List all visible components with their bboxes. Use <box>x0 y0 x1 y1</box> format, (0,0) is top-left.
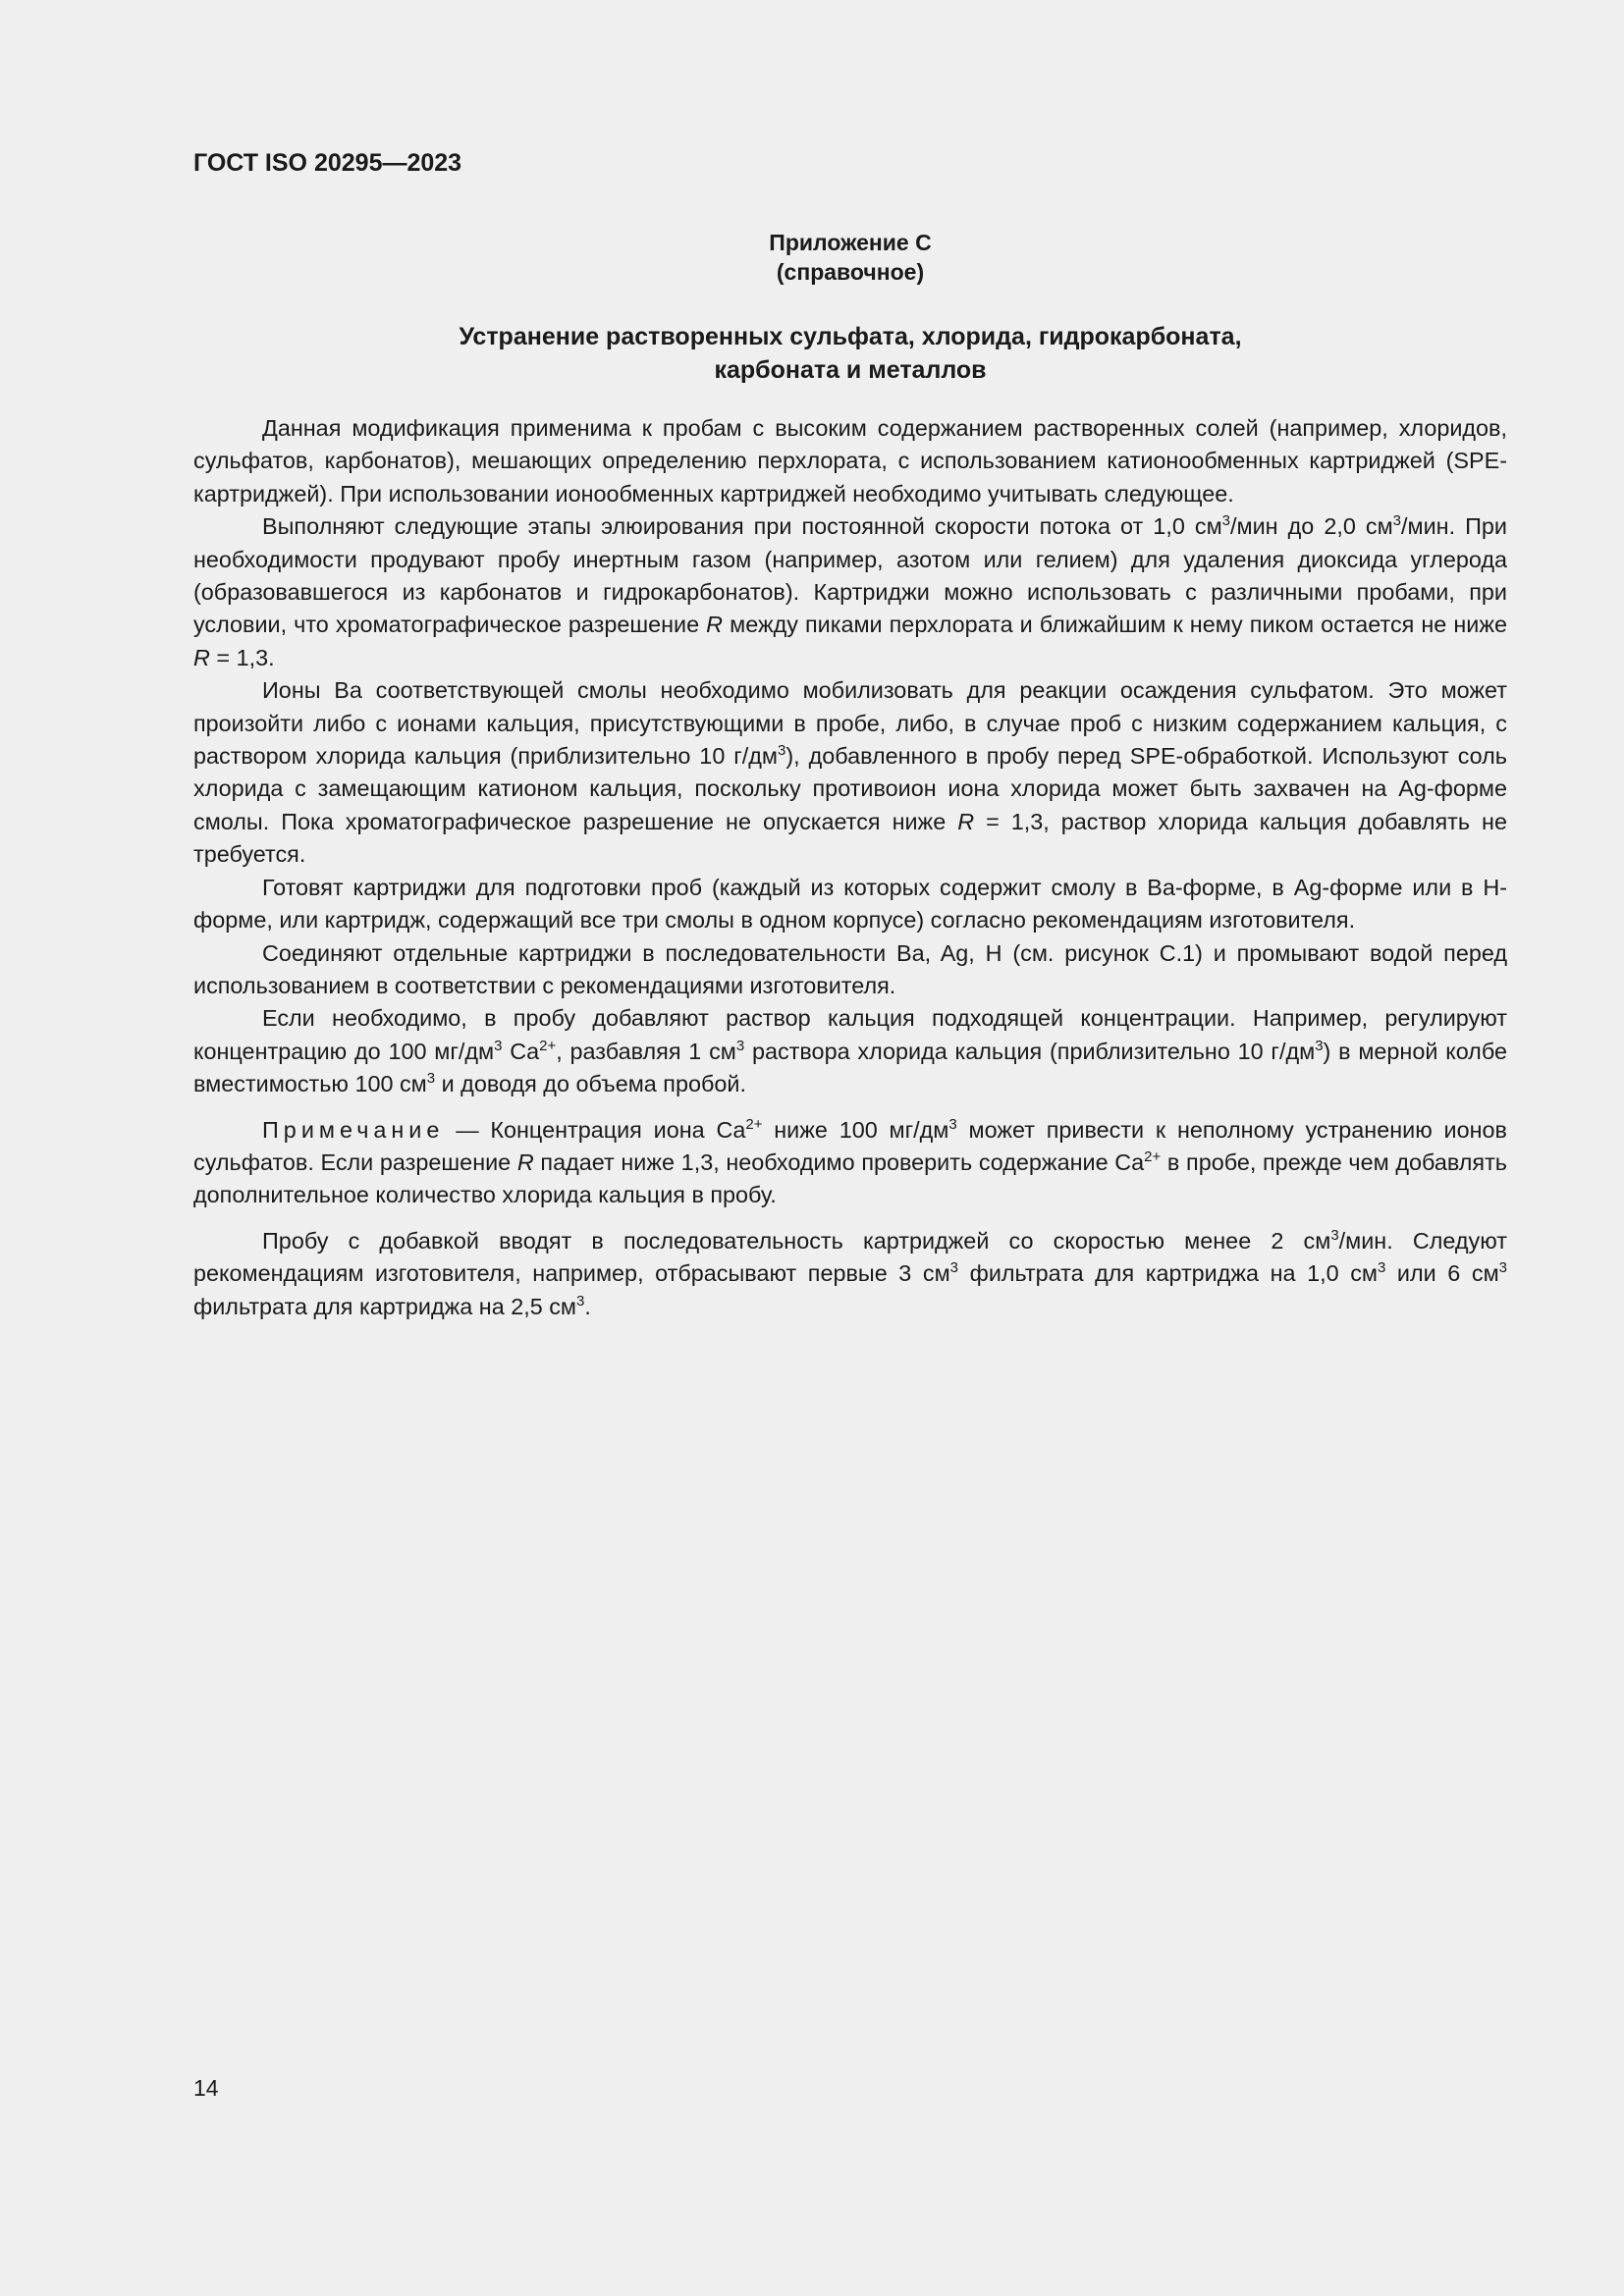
section-title <box>193 320 1507 387</box>
appendix-label: Приложение С <box>769 230 932 255</box>
appendix-type: (справочное) <box>776 259 925 285</box>
section-title-line-2: карбоната и металлов <box>714 356 987 384</box>
note-label: Примечание <box>262 1116 445 1143</box>
paragraph-1: Данная модификация применима к пробам с высоким содержанием растворенных солей (например, хлоридов, сульфатов, карбонатов), мешающих определению перхлората, с использованием катионообменных картриджей (SPE-картриджей). При использовании ионообменных картриджей необходимо учитывать следующее. <box>193 415 1507 507</box>
paragraph-4: Готовят картриджи для подготовки проб (каждый из которых содержит смолу в Ba-форме, в Ag-форме или в H-форме, или картридж, содержащий все три смолы в одном корпусе) согласно рекомендациям изготовителя. <box>193 874 1507 934</box>
paragraph-5: Соединяют отдельные картриджи в последовательности Ba, Ag, H (см. рисунок С.1) и промывают водой перед использованием в соответствии с рекомендациями изготовителя. <box>193 939 1507 998</box>
paragraph-7: Пробу с добавкой вводят в последовательность картриджей со скоростью менее 2 $см^3$/мин. Следуют рекомендациям изготовителя, например, отбрасывают первые 3 $см^3$ фильтрата для картриджа на 1,0 $см^3$ или 6 $см^3$ фильтрата для картриджа на 2,5 $см^3$. <box>193 1226 1507 1319</box>
page-number: 14 <box>193 2075 219 2101</box>
note-paragraph: Примечание — Концентрация иона $Ca^{2+}$ ниже 100 $мг/дм^3$ может привести к неполному устранению ионов сульфатов. Если разрешение R падает ниже 1,3, необходимо проверить содержание $Ca^{2+}$ в пробе, прежде чем добавлять дополнительное количество хлорида кальция в пробу. <box>193 1115 1507 1208</box>
document-code-header: ГОСТ ISO 20295—2023 <box>193 149 462 177</box>
appendix-heading <box>193 228 1507 287</box>
body-text <box>193 412 1507 1323</box>
paragraph-3: Ионы Ba соответствующей смолы необходимо мобилизовать для реакции осаждения сульфатом. Это может произойти либо с ионами кальция, присутствующими в пробе, либо, в случае проб с низким содержанием кальция, с раствором хлорида кальция (приблизительно 10 $г/дм^3$), добавленного в пробу перед SPE-обработкой. Используют соль хлорида с замещающим катионом кальция, поскольку противоион иона хлорида может быть захвачен на Ag-форме смолы. Пока хроматографическое разрешение не опускается ниже R = 1,3, раствор хлорида кальция добавлять не требуется. <box>193 677 1507 868</box>
paragraph-6: Если необходимо, в пробу добавляют раствор кальция подходящей концентрации. Например, регулируют концентрацию до 100 $мг/дм^3$ $Ca^{2+}$, разбавляя 1 $см^3$ раствора хлорида кальция (приблизительно 10 $г/дм^3$) в мерной колбе вместимостью 100 $см^3$ и доводя до объема пробой. <box>193 1005 1507 1097</box>
paragraph-2: Выполняют следующие этапы элюирования при постоянной скорости потока от 1,0 $см^3$/мин до 2,0 $см^3$/мин. При необходимости продувают пробу инертным газом (например, азотом или гелием) для удаления диоксида углерода (образовавшегося из карбонатов и гидрокарбонатов). Картриджи можно использовать с различными пробами, при условии, что хроматографическое разрешение R между пиками перхлората и ближайшим к нему пиком остается не ниже R = 1,3. <box>193 512 1507 670</box>
section-title-line-1: Устранение растворенных сульфата, хлорида, гидрокарбоната, <box>459 323 1242 350</box>
